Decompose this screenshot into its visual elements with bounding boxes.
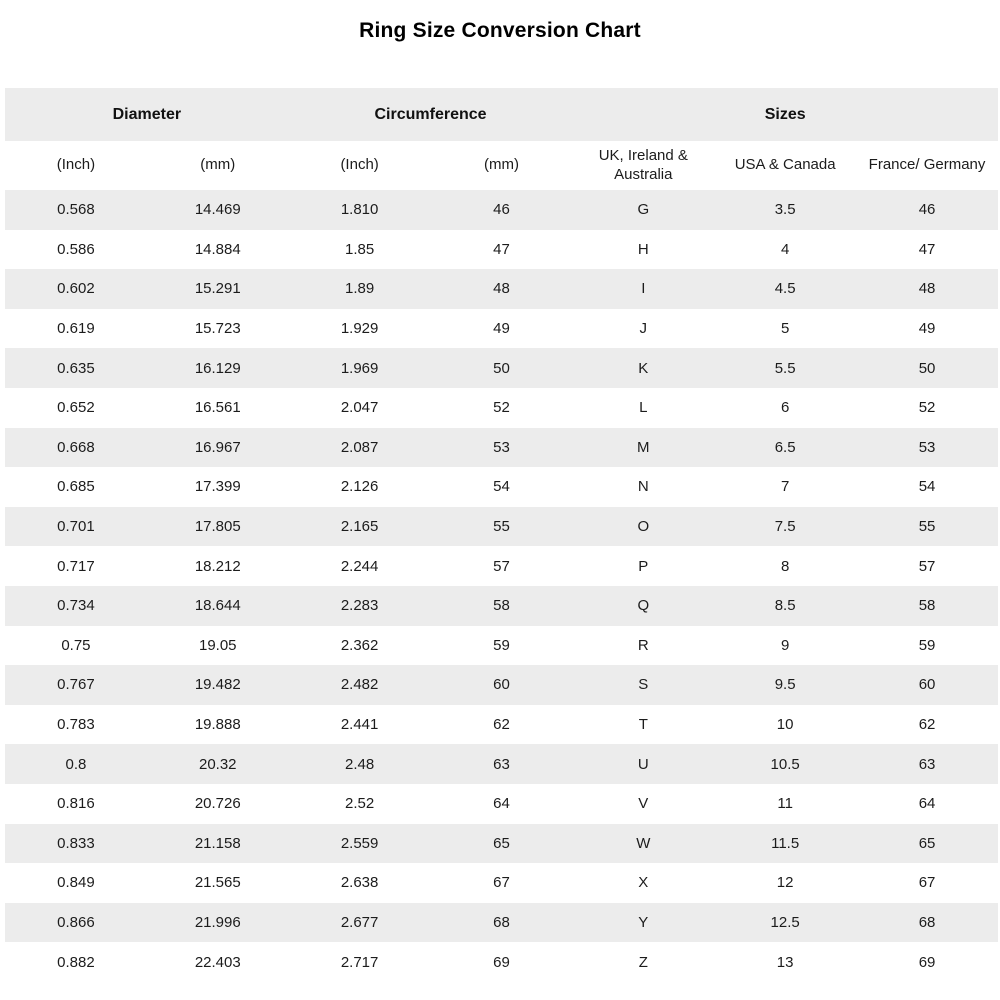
group-header-row <box>5 88 998 141</box>
table-row <box>5 586 998 626</box>
table-cell: 4.5 <box>714 269 856 309</box>
table-cell: 21.158 <box>147 824 289 864</box>
column-header-usa-canada: USA & Canada <box>714 141 856 190</box>
table-cell: 2.362 <box>289 626 431 666</box>
table-cell: R <box>572 626 714 666</box>
table-cell: I <box>572 269 714 309</box>
column-header-circumference-mm: (mm) <box>431 141 573 190</box>
table-row <box>5 269 998 309</box>
table-cell: 2.482 <box>289 665 431 705</box>
table-cell: 0.866 <box>5 903 147 943</box>
table-row <box>5 942 998 982</box>
table-cell: W <box>572 824 714 864</box>
table-cell: 0.685 <box>5 467 147 507</box>
table-cell: 2.047 <box>289 388 431 428</box>
table-cell: 18.644 <box>147 586 289 626</box>
table-cell: 53 <box>856 428 998 468</box>
column-header-diameter-inch: (Inch) <box>5 141 147 190</box>
table-cell: 68 <box>431 903 573 943</box>
table-cell: 21.565 <box>147 863 289 903</box>
table-row <box>5 903 998 943</box>
table-row <box>5 665 998 705</box>
table-cell: 7.5 <box>714 507 856 547</box>
table-row <box>5 705 998 745</box>
table-cell: N <box>572 467 714 507</box>
table-row <box>5 309 998 349</box>
table-cell: 2.126 <box>289 467 431 507</box>
table-cell: 16.561 <box>147 388 289 428</box>
table-cell: 15.291 <box>147 269 289 309</box>
column-header-row <box>5 141 998 190</box>
table-cell: 50 <box>431 348 573 388</box>
table-cell: T <box>572 705 714 745</box>
table-row <box>5 744 998 784</box>
table-cell: 0.668 <box>5 428 147 468</box>
table-cell: 12.5 <box>714 903 856 943</box>
table-cell: 52 <box>856 388 998 428</box>
table-cell: 10 <box>714 705 856 745</box>
table-cell: 0.833 <box>5 824 147 864</box>
table-row <box>5 230 998 270</box>
table-cell: G <box>572 190 714 230</box>
table-cell: 68 <box>856 903 998 943</box>
table-cell: 9 <box>714 626 856 666</box>
table-cell: 65 <box>856 824 998 864</box>
table-cell: 0.816 <box>5 784 147 824</box>
table-cell: 0.734 <box>5 586 147 626</box>
table-cell: 46 <box>856 190 998 230</box>
column-header-france-germany: France/ Germany <box>856 141 998 190</box>
table-header <box>5 88 998 190</box>
column-header-diameter-mm: (mm) <box>147 141 289 190</box>
table-cell: 0.767 <box>5 665 147 705</box>
table-cell: 62 <box>431 705 573 745</box>
table-cell: 18.212 <box>147 546 289 586</box>
table-cell: 50 <box>856 348 998 388</box>
table-cell: 9.5 <box>714 665 856 705</box>
table-cell: P <box>572 546 714 586</box>
table-cell: 11.5 <box>714 824 856 864</box>
table-cell: V <box>572 784 714 824</box>
table-cell: S <box>572 665 714 705</box>
table-cell: 52 <box>431 388 573 428</box>
table-cell: 19.05 <box>147 626 289 666</box>
table-cell: 47 <box>856 230 998 270</box>
table-cell: 0.602 <box>5 269 147 309</box>
table-cell: 0.586 <box>5 230 147 270</box>
table-cell: 48 <box>431 269 573 309</box>
table-cell: 2.165 <box>289 507 431 547</box>
table-row <box>5 507 998 547</box>
table-cell: 12 <box>714 863 856 903</box>
table-cell: 67 <box>431 863 573 903</box>
table-cell: 63 <box>431 744 573 784</box>
table-cell: 0.652 <box>5 388 147 428</box>
table-cell: 54 <box>431 467 573 507</box>
table-row <box>5 190 998 230</box>
table-cell: H <box>572 230 714 270</box>
table-cell: 64 <box>431 784 573 824</box>
table-cell: 15.723 <box>147 309 289 349</box>
table-row <box>5 863 998 903</box>
table-cell: 2.717 <box>289 942 431 982</box>
table-cell: 57 <box>856 546 998 586</box>
table-cell: 1.929 <box>289 309 431 349</box>
table-row <box>5 546 998 586</box>
table-cell: 1.969 <box>289 348 431 388</box>
table-cell: 17.805 <box>147 507 289 547</box>
table-cell: 14.469 <box>147 190 289 230</box>
table-cell: 60 <box>431 665 573 705</box>
table-cell: 55 <box>431 507 573 547</box>
table-cell: 55 <box>856 507 998 547</box>
table-cell: 47 <box>431 230 573 270</box>
table-cell: 0.701 <box>5 507 147 547</box>
table-cell: 5 <box>714 309 856 349</box>
table-cell: 5.5 <box>714 348 856 388</box>
table-cell: J <box>572 309 714 349</box>
table-cell: 2.52 <box>289 784 431 824</box>
table-cell: 2.087 <box>289 428 431 468</box>
table-cell: 59 <box>431 626 573 666</box>
table-cell: 11 <box>714 784 856 824</box>
table-cell: 1.89 <box>289 269 431 309</box>
table-cell: 20.726 <box>147 784 289 824</box>
table-cell: 16.967 <box>147 428 289 468</box>
table-cell: 20.32 <box>147 744 289 784</box>
table-row <box>5 428 998 468</box>
table-cell: 7 <box>714 467 856 507</box>
table-cell: 6.5 <box>714 428 856 468</box>
table-cell: 22.403 <box>147 942 289 982</box>
table-row <box>5 467 998 507</box>
table-cell: 48 <box>856 269 998 309</box>
table-cell: 2.441 <box>289 705 431 745</box>
table-cell: 69 <box>431 942 573 982</box>
table-cell: K <box>572 348 714 388</box>
table-cell: 49 <box>431 309 573 349</box>
table-cell: 0.75 <box>5 626 147 666</box>
table-cell: 65 <box>431 824 573 864</box>
table-cell: 17.399 <box>147 467 289 507</box>
table-cell: 58 <box>431 586 573 626</box>
ring-size-conversion-table <box>5 88 998 982</box>
table-cell: 49 <box>856 309 998 349</box>
table-cell: 0.849 <box>5 863 147 903</box>
page-title: Ring Size Conversion Chart <box>359 19 641 42</box>
table-cell: 10.5 <box>714 744 856 784</box>
table-cell: 64 <box>856 784 998 824</box>
table-cell: Q <box>572 586 714 626</box>
table-row <box>5 348 998 388</box>
table-cell: 0.717 <box>5 546 147 586</box>
table-cell: M <box>572 428 714 468</box>
table-cell: X <box>572 863 714 903</box>
table-cell: Y <box>572 903 714 943</box>
table-cell: 54 <box>856 467 998 507</box>
table-cell: 8.5 <box>714 586 856 626</box>
table-cell: 63 <box>856 744 998 784</box>
table-cell: 58 <box>856 586 998 626</box>
table-cell: 16.129 <box>147 348 289 388</box>
table-cell: 62 <box>856 705 998 745</box>
table-cell: 2.559 <box>289 824 431 864</box>
table-cell: 0.882 <box>5 942 147 982</box>
column-header-uk-ireland-australia: UK, Ireland & Australia <box>572 141 714 190</box>
table-cell: 53 <box>431 428 573 468</box>
table-cell: 2.677 <box>289 903 431 943</box>
table-cell: L <box>572 388 714 428</box>
table-row <box>5 388 998 428</box>
table-cell: 67 <box>856 863 998 903</box>
table-row <box>5 626 998 666</box>
table-cell: Z <box>572 942 714 982</box>
table-cell: 19.482 <box>147 665 289 705</box>
table-cell: 8 <box>714 546 856 586</box>
table-cell: 4 <box>714 230 856 270</box>
table-cell: 1.85 <box>289 230 431 270</box>
table-cell: O <box>572 507 714 547</box>
table-cell: 0.783 <box>5 705 147 745</box>
table-row <box>5 784 998 824</box>
table-cell: 57 <box>431 546 573 586</box>
table-cell: U <box>572 744 714 784</box>
table-cell: 21.996 <box>147 903 289 943</box>
table-body <box>5 190 998 982</box>
table-cell: 59 <box>856 626 998 666</box>
table-cell: 0.619 <box>5 309 147 349</box>
table-cell: 69 <box>856 942 998 982</box>
column-header-circumference-inch: (Inch) <box>289 141 431 190</box>
table-cell: 0.635 <box>5 348 147 388</box>
table-row <box>5 824 998 864</box>
table-cell: 3.5 <box>714 190 856 230</box>
table-cell: 2.283 <box>289 586 431 626</box>
table-cell: 19.888 <box>147 705 289 745</box>
table-cell: 60 <box>856 665 998 705</box>
table-cell: 13 <box>714 942 856 982</box>
group-header-sizes: Sizes <box>572 88 998 141</box>
table-cell: 2.48 <box>289 744 431 784</box>
table-cell: 0.568 <box>5 190 147 230</box>
group-header-diameter: Diameter <box>5 88 289 141</box>
table-cell: 6 <box>714 388 856 428</box>
table-cell: 0.8 <box>5 744 147 784</box>
table-cell: 1.810 <box>289 190 431 230</box>
group-header-circumference: Circumference <box>289 88 573 141</box>
table-cell: 14.884 <box>147 230 289 270</box>
table-cell: 2.638 <box>289 863 431 903</box>
table-cell: 2.244 <box>289 546 431 586</box>
table-cell: 46 <box>431 190 573 230</box>
